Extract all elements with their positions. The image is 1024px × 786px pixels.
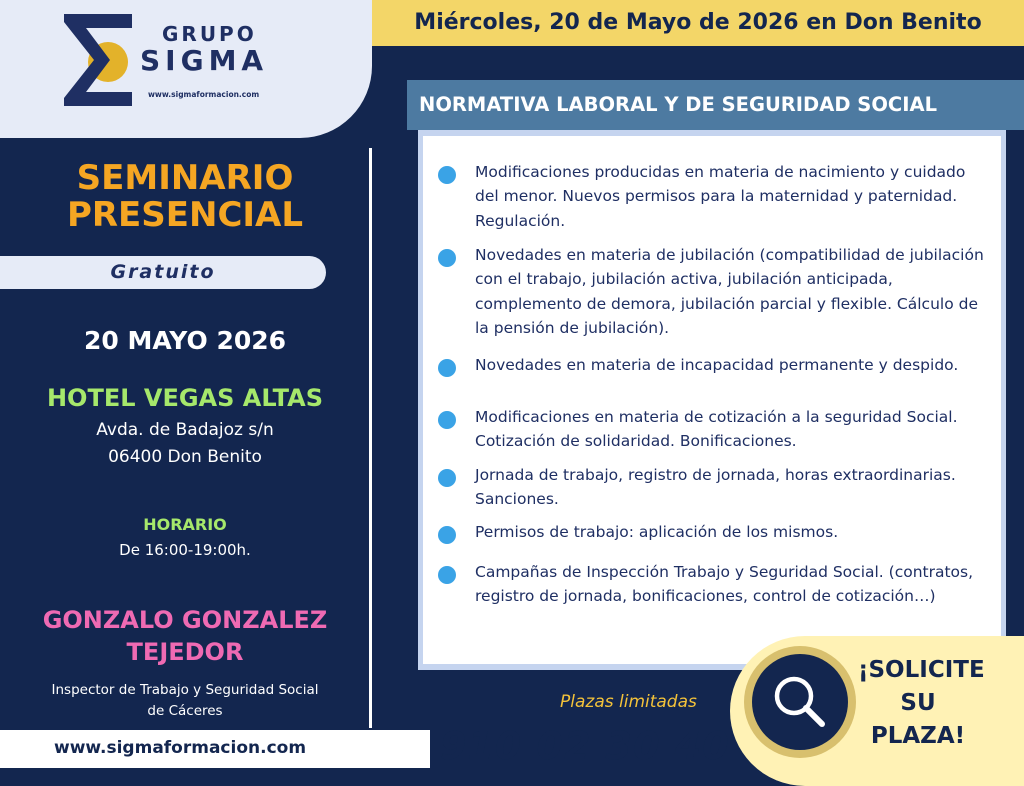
list-item — [475, 405, 985, 454]
topics-panel — [418, 130, 1006, 670]
search-icon — [752, 654, 848, 750]
bullet-dot-icon — [438, 359, 456, 377]
topic-text: Modificaciones producidas en materia de nacimiento y cuidado del menor. Nuevos permisos para la maternidad y paternidad. Regulación. — [475, 163, 966, 230]
bullet-dot-icon — [438, 526, 456, 544]
list-item — [475, 353, 985, 377]
speaker-role-line1: Inspector de Trabajo y Seguridad Social — [51, 682, 319, 698]
speaker-role — [0, 680, 370, 722]
topic-text: Modificaciones en materia de cotización a la seguridad Social. Cotización de solidaridad. Bonificaciones. — [475, 408, 958, 451]
topic-text: Novedades en materia de incapacidad permanente y despido. — [475, 356, 959, 374]
cta-label-line2: SU — [900, 690, 936, 716]
brand-grupo: GRUPO — [162, 22, 257, 46]
date-banner: Miércoles, 20 de Mayo de 2026 en Don Benito — [372, 0, 1024, 46]
seminar-title-line1: SEMINARIO — [76, 158, 294, 198]
venue-address-line2: 06400 Don Benito — [108, 447, 262, 467]
speaker-name — [0, 604, 370, 668]
cta-label[interactable] — [858, 654, 985, 753]
cta-label-line3: PLAZA! — [870, 723, 966, 749]
bullet-dot-icon — [438, 249, 456, 267]
topics-list — [423, 136, 1001, 664]
seminar-title-line2: PRESENCIAL — [66, 195, 304, 235]
list-item — [475, 160, 985, 233]
phone-number[interactable]: 910 02 30 40 — [440, 724, 730, 768]
list-item — [475, 520, 985, 544]
seminar-title — [0, 160, 370, 234]
list-item — [475, 463, 985, 512]
speaker-name-line2: TEJEDOR — [126, 638, 244, 666]
seminar-date: 20 MAYO 2026 — [83, 326, 287, 355]
topic-text: Campañas de Inspección Trabajo y Seguridad Social. (contratos, registro de jornada, bonificaciones, control de cotización…) — [475, 563, 974, 606]
footer-url-link[interactable]: www.sigmaformacion.com — [54, 738, 307, 758]
list-item — [475, 243, 985, 340]
venue-address-line1: Avda. de Badajoz s/n — [96, 420, 274, 440]
bullet-dot-icon — [438, 469, 456, 487]
bullet-dot-icon — [438, 411, 456, 429]
topic-text: Permisos de trabajo: aplicación de los mismos. — [475, 523, 839, 541]
hours-value: De 16:00-19:00h. — [119, 541, 251, 559]
cta-icon-circle — [752, 654, 848, 750]
sigma-logo-icon — [64, 14, 136, 106]
bullet-dot-icon — [438, 166, 456, 184]
speaker-name-line1: GONZALO GONZALEZ — [42, 606, 328, 634]
topic-text: Jornada de trabajo, registro de jornada, horas extraordinarias. Sanciones. — [475, 466, 956, 509]
free-badge: Gratuito — [0, 256, 326, 289]
logo-panel — [0, 0, 372, 138]
venue-name: HOTEL VEGAS ALTAS — [46, 384, 324, 412]
bullet-dot-icon — [438, 566, 456, 584]
brand-sigma: SIGMA — [140, 44, 269, 77]
section-title: NORMATIVA LABORAL Y DE SEGURIDAD SOCIAL — [407, 80, 1024, 130]
list-item — [475, 560, 985, 609]
hours-label: HORARIO — [143, 515, 227, 534]
topic-text: Novedades en materia de jubilación (compatibilidad de jubilación con el trabajo, jubilación activa, jubilación anticipada, complemento de demora, jubilación parcial y flexible. Cálculo de la pensión de jubilación). — [475, 246, 984, 337]
limited-seats-note: Plazas limitadas — [560, 692, 697, 712]
speaker-role-line2: de Cáceres — [147, 703, 223, 719]
cta-label-line1: ¡SOLICITE — [858, 657, 985, 683]
brand-url: www.sigmaformacion.com — [148, 90, 260, 99]
